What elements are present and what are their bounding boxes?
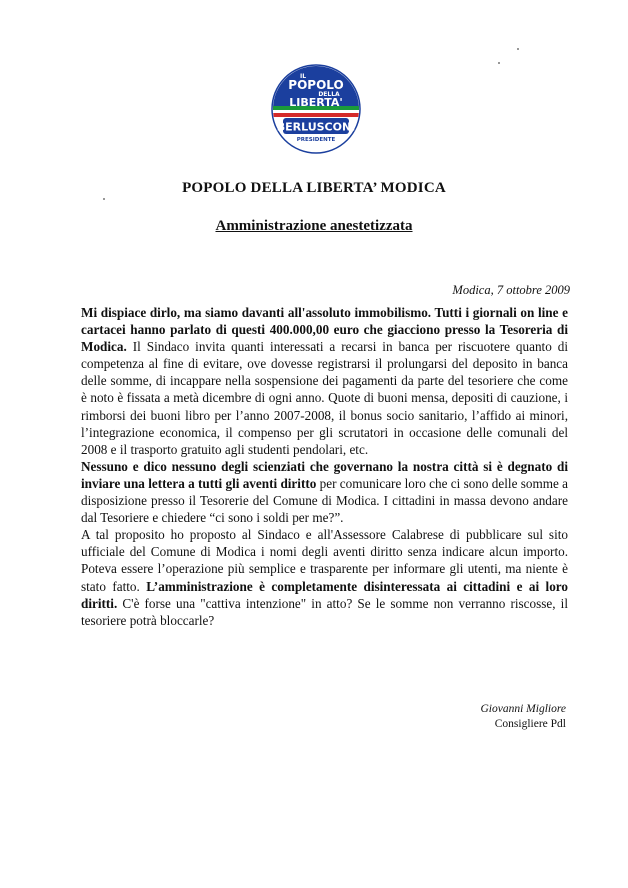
letter-body <box>81 304 568 629</box>
paragraph-1 <box>81 304 568 458</box>
logo-text-popolo: POPOLO <box>288 78 344 92</box>
document-subtitle: Amministrazione anestetizzata <box>215 218 413 234</box>
paragraph-1-bold: Mi dispiace dirlo, ma siamo davanti all'assoluto immobilismo. Tutti i giornali on line e cartacei hanno parlato di questi 400.000,00 euro che giacciono presso la Tesoreria di Modica. <box>81 305 568 355</box>
paragraph-3-text-end: C'è forse una "cattiva intenzione" in atto? Se le somme non verranno riscosse, il tesoriere potrà bloccarle? <box>81 595 568 628</box>
logo-text-liberta: LIBERTA' <box>289 96 343 109</box>
paragraph-2-text: per comunicare loro che ci sono delle somme a disposizione presso il Tesorerie del Comune di Modica. I cittadini in massa devono andare dal Tesoriere e chiedere “ci sono i soldi per me?”. <box>81 475 568 526</box>
logo-text-presidente: PRESIDENTE <box>296 137 336 143</box>
scan-speck <box>103 198 105 200</box>
scan-speck <box>498 62 500 64</box>
paragraph-3 <box>81 526 568 629</box>
document-heading: POPOLO DELLA LIBERTA’ MODICA <box>182 180 446 196</box>
signature-block <box>481 702 567 732</box>
logo-text-berlusconi: BERLUSCONI <box>276 120 356 134</box>
pdl-logo-graphic <box>271 64 361 154</box>
scan-speck <box>517 48 519 50</box>
dateline: Modica, 7 ottobre 2009 <box>452 283 570 297</box>
signature-name: Giovanni Migliore <box>480 703 566 715</box>
paragraph-2-bold: Nessuno e dico nessuno degli scienziati che governano la nostra città si è degnato di inviare una lettera a tutti gli aventi diritto <box>81 458 568 491</box>
paragraph-2 <box>81 458 568 526</box>
logo-text-della: DELLA <box>318 91 340 98</box>
paragraph-1-text: Il Sindaco invita quanti interessati a recarsi in banca per riscuotere quanto di competenza al fine di evitare, ove dovesse registrarsi il prolungarsi del deposito in banca delle somme, di incappare nella sospensione dei pagamenti da parte del tesoriere che come è noto è fissata a metà dicembre di ogni anno. Quote di buoni mensa, depositi di cauzione, i rimborsi dei buoni libro per l’anno 2007-2008, il bonus socio sanitario, l’affido ai minori, l’integrazione economica, il compenso per gli scrutatori in occasione delle comunali del 2008 e il trasporto gratuito agli studenti pendolari, etc. <box>81 339 568 457</box>
paragraph-3-bold: L’amministrazione è completamente disinteressata ai cittadini e ai loro diritti. <box>81 578 569 611</box>
paragraph-3-text: A tal proposito ho proposto al Sindaco e all'Assessore Calabrese di pubblicare sul sito ufficiale del Comune di Modica i nomi degli aventi diritto senza indicare alcun importo. Poteva essere l’operazione più semplice e trasparente per informare gli utenti, ma niente è stato fatto. <box>81 527 568 594</box>
logo-text-il: IL <box>300 73 307 80</box>
party-logo <box>271 64 361 154</box>
signature-role: Consigliere Pdl <box>494 718 566 730</box>
